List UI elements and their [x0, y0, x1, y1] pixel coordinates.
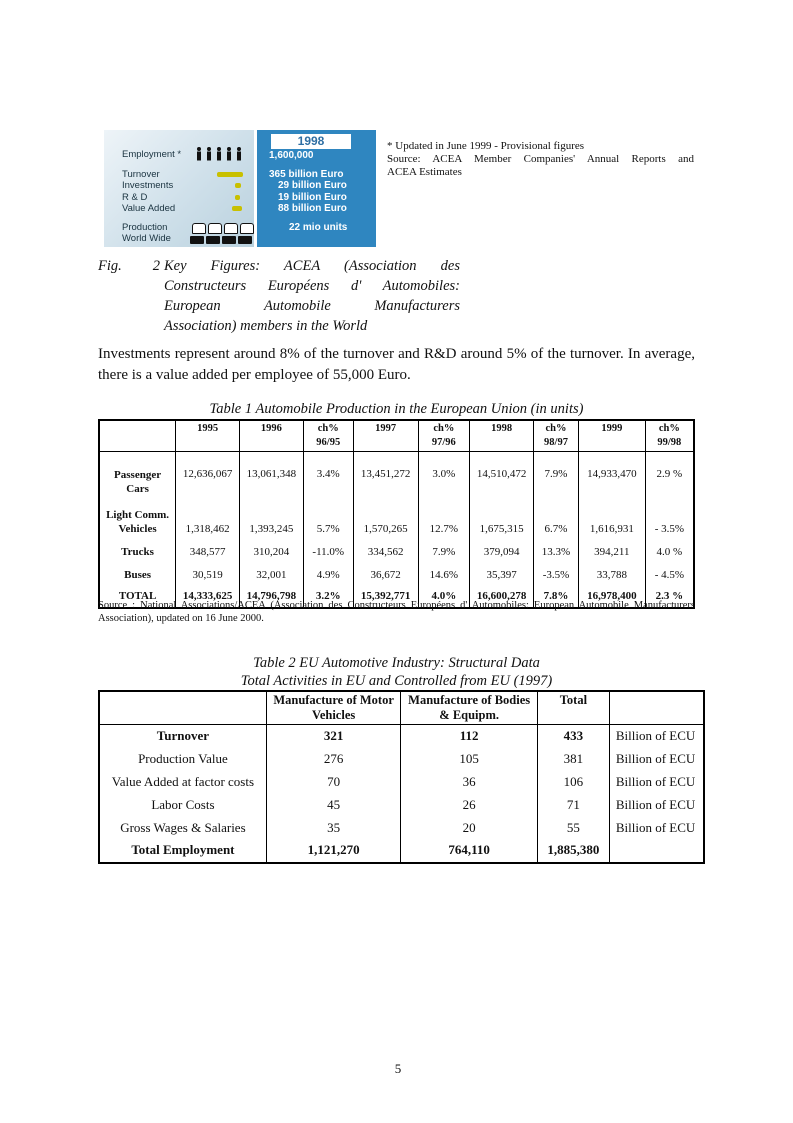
table-cell: 12,636,067 — [176, 452, 240, 496]
table-cell: 7.8% — [534, 586, 579, 608]
truck-icon — [222, 236, 236, 244]
table-cell: 26 — [401, 793, 538, 816]
table-cell: 16,600,278 — [470, 586, 534, 608]
row-label: Light Comm. Vehicles — [99, 496, 176, 540]
table-cell: 1,393,245 — [240, 496, 304, 540]
table-cell: 55 — [537, 816, 609, 839]
car-icon — [224, 223, 238, 234]
table1-header: ch% 98/97 — [534, 420, 579, 452]
rd-bar — [235, 195, 240, 200]
kf-year: 1998 — [271, 134, 351, 149]
body-paragraph: Investments represent around 8% of the turnover and R&D around 5% of the turnover. In average, there is a value added per employee of 55,000 Euro. — [98, 346, 695, 383]
truck-icon — [238, 236, 252, 244]
table-cell: 14,333,625 — [176, 586, 240, 608]
table-cell: 276 — [266, 748, 401, 771]
table2-caption — [98, 654, 695, 690]
page-number: 5 — [394, 1061, 402, 1076]
row-label: Trucks — [99, 540, 176, 564]
table1-header: ch% 99/98 — [645, 420, 694, 452]
table-cell: - 3.5% — [645, 496, 694, 540]
table-cell: 13,061,348 — [240, 452, 304, 496]
table1-header: 1998 — [470, 420, 534, 452]
kf-value-investments: 29 billion Euro — [278, 180, 347, 191]
kf-label-production: Production — [122, 222, 168, 233]
table-cell: 1,616,931 — [578, 496, 645, 540]
table-cell: 4.0 % — [645, 540, 694, 564]
table-cell: 13.3% — [534, 540, 579, 564]
table-cell: 321 — [266, 725, 401, 748]
truck-icon — [190, 236, 204, 244]
table2-header: Total — [537, 691, 609, 725]
structural-data-table — [98, 690, 705, 864]
value-added-bar — [232, 206, 242, 211]
table1-header — [99, 420, 176, 452]
row-label: Value Added at factor costs — [99, 771, 266, 794]
person-icon — [216, 147, 222, 161]
kf-value-value-added: 88 billion Euro — [278, 203, 347, 214]
table-cell: -3.5% — [534, 564, 579, 586]
figure-caption-line: Association) members in the World — [164, 318, 368, 334]
kf-label-rd: R & D — [122, 192, 148, 203]
table2-caption-line2: Total Activities in EU and Controlled from EU (1997) — [240, 673, 553, 689]
table-cell: 4.0% — [418, 586, 470, 608]
table-cell: 35,397 — [470, 564, 534, 586]
table-cell: 433 — [537, 725, 609, 748]
table-cell: 6.7% — [534, 496, 579, 540]
figure-caption-line: Key Figures: ACEA (Association des — [164, 258, 460, 274]
table1-header-row — [99, 420, 694, 452]
table-cell: 30,519 — [176, 564, 240, 586]
row-label: Passenger Cars — [99, 452, 176, 496]
kf-value-rd: 19 billion Euro — [278, 192, 347, 203]
table-cell: - 4.5% — [645, 564, 694, 586]
table-row — [99, 771, 704, 794]
table1-header: 1995 — [176, 420, 240, 452]
table-cell: 3.4% — [303, 452, 353, 496]
car-icon — [192, 223, 206, 234]
kf-label-world-wide: World Wide — [122, 233, 171, 244]
table-cell: 16,978,400 — [578, 586, 645, 608]
table-cell: 3.2% — [303, 586, 353, 608]
person-icon — [196, 147, 202, 161]
car-icon — [240, 223, 254, 234]
kf-value-employment: 1,600,000 — [269, 150, 314, 161]
table-row — [99, 496, 694, 540]
source-note-line2: ACEA Estimates — [387, 166, 462, 178]
figure-caption-line: European Automobile Manufacturers — [164, 298, 460, 314]
table-cell: 14,510,472 — [470, 452, 534, 496]
table-cell: 106 — [537, 771, 609, 794]
row-label: Labor Costs — [99, 793, 266, 816]
person-icon — [236, 147, 242, 161]
table-cell: 70 — [266, 771, 401, 794]
table-row — [99, 452, 694, 496]
table2-header: Manufacture of Bodies & Equipm. — [401, 691, 538, 725]
key-figures-labels-panel — [104, 130, 254, 247]
table-cell: 71 — [537, 793, 609, 816]
table-row — [99, 540, 694, 564]
key-figures-notes — [387, 140, 694, 179]
table-row — [99, 816, 704, 839]
car-icon — [208, 223, 222, 234]
table-cell: 14,933,470 — [578, 452, 645, 496]
person-icon — [206, 147, 212, 161]
unit-cell: Billion of ECU — [609, 816, 704, 839]
row-label: Total Employment — [99, 839, 266, 863]
table1-header: ch% 96/95 — [303, 420, 353, 452]
production-table — [98, 419, 695, 609]
table-cell: 45 — [266, 793, 401, 816]
table-cell: 12.7% — [418, 496, 470, 540]
figure-label: Fig. 2 — [98, 258, 160, 274]
key-figures-values-panel — [257, 130, 376, 247]
table-cell: 381 — [537, 748, 609, 771]
table-cell: 20 — [401, 816, 538, 839]
unit-cell: Billion of ECU — [609, 725, 704, 748]
figure-caption — [98, 256, 460, 336]
table-cell: 33,788 — [578, 564, 645, 586]
table-cell: 32,001 — [240, 564, 304, 586]
table-cell: 1,675,315 — [470, 496, 534, 540]
kf-label-turnover: Turnover — [122, 169, 160, 180]
table-cell: 105 — [401, 748, 538, 771]
turnover-bar — [217, 172, 243, 177]
table1-source: Source : National Associations/ACEA (Association des Constructeurs Européens d' Automobiles: European Automobile Manufacturers Association), updated on 16 June 2000. — [98, 600, 695, 624]
table2-header: Manufacture of Motor Vehicles — [266, 691, 401, 725]
table-row-total — [99, 839, 704, 863]
table-cell: 2.9 % — [645, 452, 694, 496]
table-cell: -11.0% — [303, 540, 353, 564]
unit-cell: Billion of ECU — [609, 793, 704, 816]
table2-header — [609, 691, 704, 725]
table-cell: 14.6% — [418, 564, 470, 586]
table-cell: 764,110 — [401, 839, 538, 863]
table-cell: 1,885,380 — [537, 839, 609, 863]
table1-header: 1997 — [353, 420, 418, 452]
table-cell: 310,204 — [240, 540, 304, 564]
row-label: Production Value — [99, 748, 266, 771]
table-cell: 15,392,771 — [353, 586, 418, 608]
row-label: Buses — [99, 564, 176, 586]
update-note: * Updated in June 1999 - Provisional figures — [387, 140, 585, 152]
table-cell: 394,211 — [578, 540, 645, 564]
table-cell: 5.7% — [303, 496, 353, 540]
truck-icon — [206, 236, 220, 244]
table-cell: 1,318,462 — [176, 496, 240, 540]
table-cell: 334,562 — [353, 540, 418, 564]
table-cell: 112 — [401, 725, 538, 748]
table-cell: 7.9% — [418, 540, 470, 564]
table-cell: 1,570,265 — [353, 496, 418, 540]
unit-cell: Billion of ECU — [609, 771, 704, 794]
table2-caption-line1: Table 2 EU Automotive Industry: Structural Data — [253, 655, 540, 671]
table-cell: 4.9% — [303, 564, 353, 586]
unit-cell — [609, 839, 704, 863]
table-cell: 7.9% — [534, 452, 579, 496]
kf-label-employment: Employment * — [122, 149, 182, 160]
table-row — [99, 793, 704, 816]
table-cell: 14,796,798 — [240, 586, 304, 608]
table1-header: 1999 — [578, 420, 645, 452]
table-row — [99, 564, 694, 586]
table2-header — [99, 691, 266, 725]
table-cell: 379,094 — [470, 540, 534, 564]
kf-value-production: 22 mio units — [289, 222, 348, 233]
kf-label-value-added: Value Added — [122, 203, 176, 214]
table-cell: 13,451,272 — [353, 452, 418, 496]
row-label: TOTAL — [99, 586, 176, 608]
table1-header: 1996 — [240, 420, 304, 452]
table-row — [99, 748, 704, 771]
figure-caption-line: Constructeurs Européens d' Automobiles: — [164, 278, 460, 294]
table1-caption: Table 1 Automobile Production in the European Union (in units) — [209, 401, 584, 417]
table-cell: 35 — [266, 816, 401, 839]
table2-header-row — [99, 691, 704, 725]
table-cell: 1,121,270 — [266, 839, 401, 863]
row-label: Gross Wages & Salaries — [99, 816, 266, 839]
table-cell: 3.0% — [418, 452, 470, 496]
source-note-line1: Source: ACEA Member Companies' Annual Reports and — [387, 153, 694, 165]
person-icon — [226, 147, 232, 161]
investments-bar — [235, 183, 241, 188]
table-cell: 348,577 — [176, 540, 240, 564]
row-label: Turnover — [99, 725, 266, 748]
kf-label-investments: Investments — [122, 180, 174, 191]
key-figures-graphic — [104, 130, 376, 247]
table-cell: 2.3 % — [645, 586, 694, 608]
unit-cell: Billion of ECU — [609, 748, 704, 771]
table-cell: 36,672 — [353, 564, 418, 586]
kf-value-turnover: 365 billion Euro — [269, 169, 344, 180]
table-row — [99, 725, 704, 748]
table1-header: ch% 97/96 — [418, 420, 470, 452]
table-cell: 36 — [401, 771, 538, 794]
